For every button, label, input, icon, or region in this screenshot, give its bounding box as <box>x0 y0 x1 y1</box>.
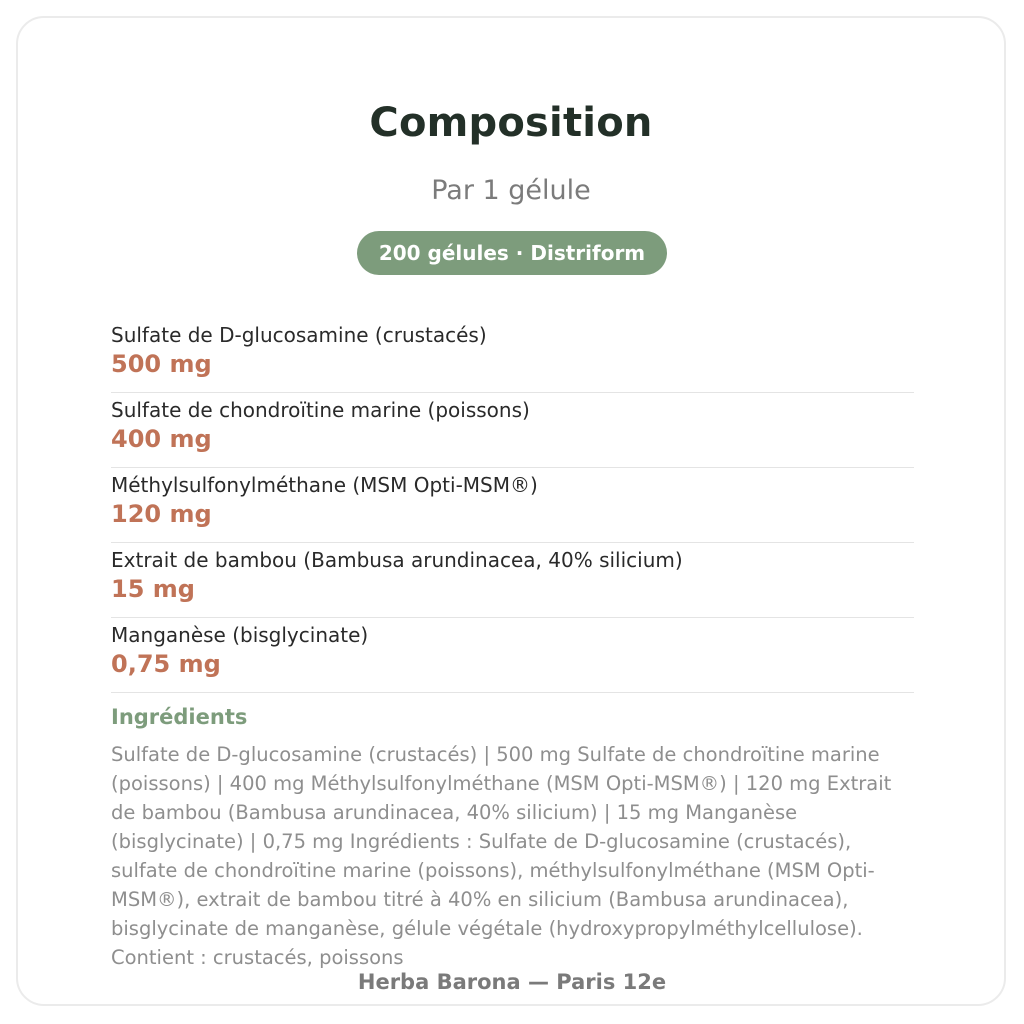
ingredient-amount: 500 mg <box>111 350 212 378</box>
composition-row <box>111 393 914 468</box>
page-subtitle: Par 1 gélule <box>431 175 591 206</box>
ingredient-name: Extrait de bambou (Bambusa arundinacea, 40% silicium) <box>111 548 683 572</box>
composition-row <box>111 543 914 618</box>
ingredient-amount: 0,75 mg <box>111 650 221 678</box>
product-badge: 200 gélules · Distriform <box>357 231 667 275</box>
ingredient-name: Méthylsulfonylméthane (MSM Opti-MSM®) <box>111 473 538 497</box>
page-title: Composition <box>369 100 653 146</box>
footer-brand: Herba Barona — Paris 12e <box>357 970 667 994</box>
ingredient-amount: 15 mg <box>111 575 195 603</box>
ingredients-heading: Ingrédients <box>111 705 248 729</box>
composition-list <box>111 318 914 693</box>
composition-row <box>111 618 914 693</box>
ingredient-name: Sulfate de D-glucosamine (crustacés) <box>111 323 487 347</box>
ingredient-name: Sulfate de chondroïtine marine (poissons) <box>111 398 530 422</box>
ingredient-amount: 400 mg <box>111 425 212 453</box>
badge-container <box>0 231 1024 275</box>
composition-row <box>111 318 914 393</box>
ingredient-amount: 120 mg <box>111 500 212 528</box>
ingredient-name: Manganèse (bisglycinate) <box>111 623 369 647</box>
ingredients-text: Sulfate de D-glucosamine (crustacés) | 500 mg Sulfate de chondroïtine marine (poissons) | 400 mg Méthylsulfonylméthane (MSM Opti-MSM®) | 120 mg Extrait de bambou (Bambusa arundinacea, 40% silicium) | 15 mg Manganèse (bisglycinate) | 0,75 mg Ingrédients : Sulfate de D-glucosamine (crustacés), sulfate de chondroïtine marine (poissons), méthylsulfonylméthane (MSM Opti-MSM®), extrait de bambou titré à 40% en silicium (Bambusa arundinacea), bisglycinate de manganèse, gélule végétale (hydroxypropylméthylcellulose). Contient : crustacés, poissons <box>111 743 892 969</box>
composition-row <box>111 468 914 543</box>
